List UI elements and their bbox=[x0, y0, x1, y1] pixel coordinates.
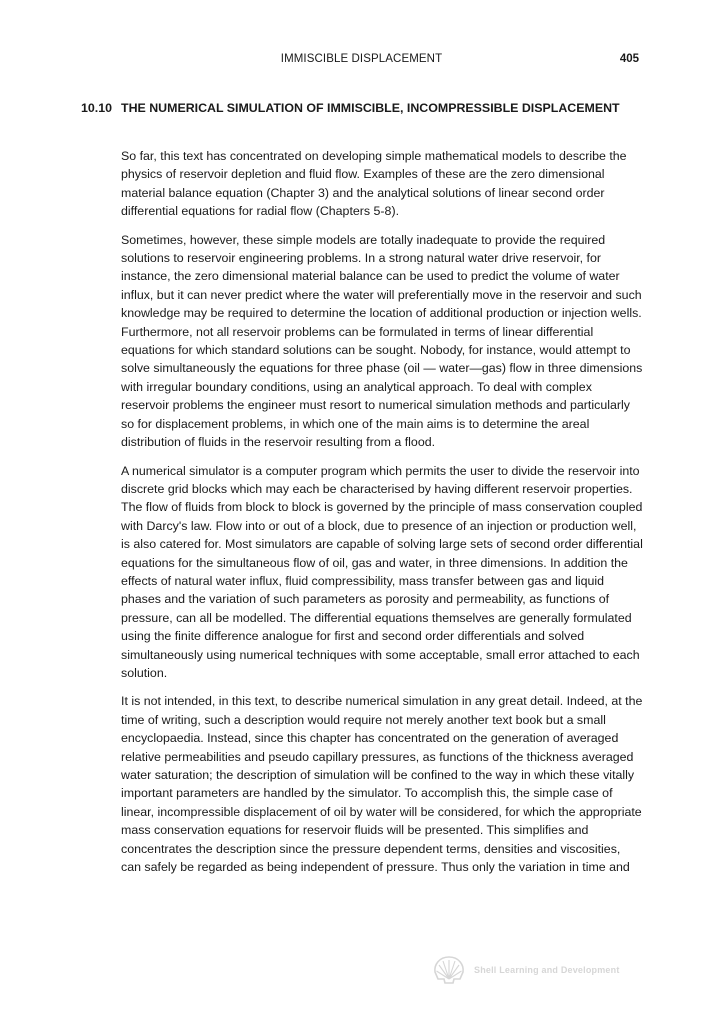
page-number: 405 bbox=[619, 53, 639, 65]
paragraph: So far, this text has concentrated on developing simple mathematical models to describe the physics of reservoir depletion and fluid flow. Examples of these are the zero dimensional material balance equation (Chapter 3) and the analytical solutions of linear second order differential equations for radial flow (Chapters 5-8). bbox=[121, 149, 627, 219]
body-text bbox=[121, 147, 643, 886]
footer-logo-text: Shell Learning and Development bbox=[474, 965, 620, 975]
paragraph: Sometimes, however, these simple models are totally inadequate to provide the required solutions to reservoir engineering problems. In a strong natural water drive reservoir, for instance, the zero dimensional material balance can be used to predict the volume of water influx, but it can never predict where the water will preferentially move in the reservoir and such knowledge may be required to determine the location of additional production or injection wells. Furthermore, not all reservoir problems can be formulated in terms of linear differential equations for which standard solutions can be sought. Nobody, for instance, would attempt to solve simultaneously the equations for three phase (oil — water—gas) flow in three dimensions with irregular boundary conditions, using an analytical approach. To deal with complex reservoir problems the engineer must resort to numerical simulation methods and particularly so for displacement problems, in which one of the main aims is to determine the areal distribution of fluids in the reservoir resulting from a flood. bbox=[121, 232, 643, 450]
running-header bbox=[0, 53, 723, 69]
paragraph: A numerical simulator is a computer program which permits the user to divide the reservoir into discrete grid blocks which may each be characterised by having different reservoir properties. The flow of fluids from block to block is governed by the principle of mass conservation coupled with Darcy's law. Flow into or out of a block, due to presence of an injection or production well, is also catered for. Most simulators are capable of solving large sets of second order differential equations for the simultaneous flow of oil, gas and water, in three dimensions. In addition the effects of natural water influx, fluid compressibility, mass transfer between gas and liquid phases and the variation of such parameters as porosity and permeability, as functions of pressure, can all be modelled. The differential equations themselves are generally formulated using the finite difference analogue for first and second order differentials and solved simultaneously using numerical techniques with some acceptable, small error attached to each solution. bbox=[121, 463, 643, 680]
section-heading bbox=[81, 100, 641, 116]
section-title: THE NUMERICAL SIMULATION OF IMMISCIBLE, INCOMPRESSIBLE DISPLACEMENT bbox=[121, 101, 620, 115]
footer-logo bbox=[432, 955, 620, 985]
shell-pecten-icon bbox=[432, 955, 466, 985]
section-number: 10.10 bbox=[81, 101, 113, 115]
paragraph: It is not intended, in this text, to describe numerical simulation in any great detail. Indeed, at the time of writing, such a description would require not merely another text book but a small encyclopaedia. Instead, since this chapter has concentrated on the generation of averaged relative permeabilities and pseudo capillary pressures, as functions of the thickness averaged water saturation; the description of simulation will be confined to the way in which these vitally important parameters are handled by the simulator. To accomplish this, the simple case of linear, incompressible displacement of oil by water will be considered, for which the appropriate mass conservation equations for reservoir fluids will be presented. This simplifies and concentrates the description since the pressure dependent terms, densities and viscosities, can safely be regarded as being independent of pressure. Thus only the variation in time and bbox=[121, 694, 643, 875]
running-title: IMMISCIBLE DISPLACEMENT bbox=[280, 53, 443, 65]
